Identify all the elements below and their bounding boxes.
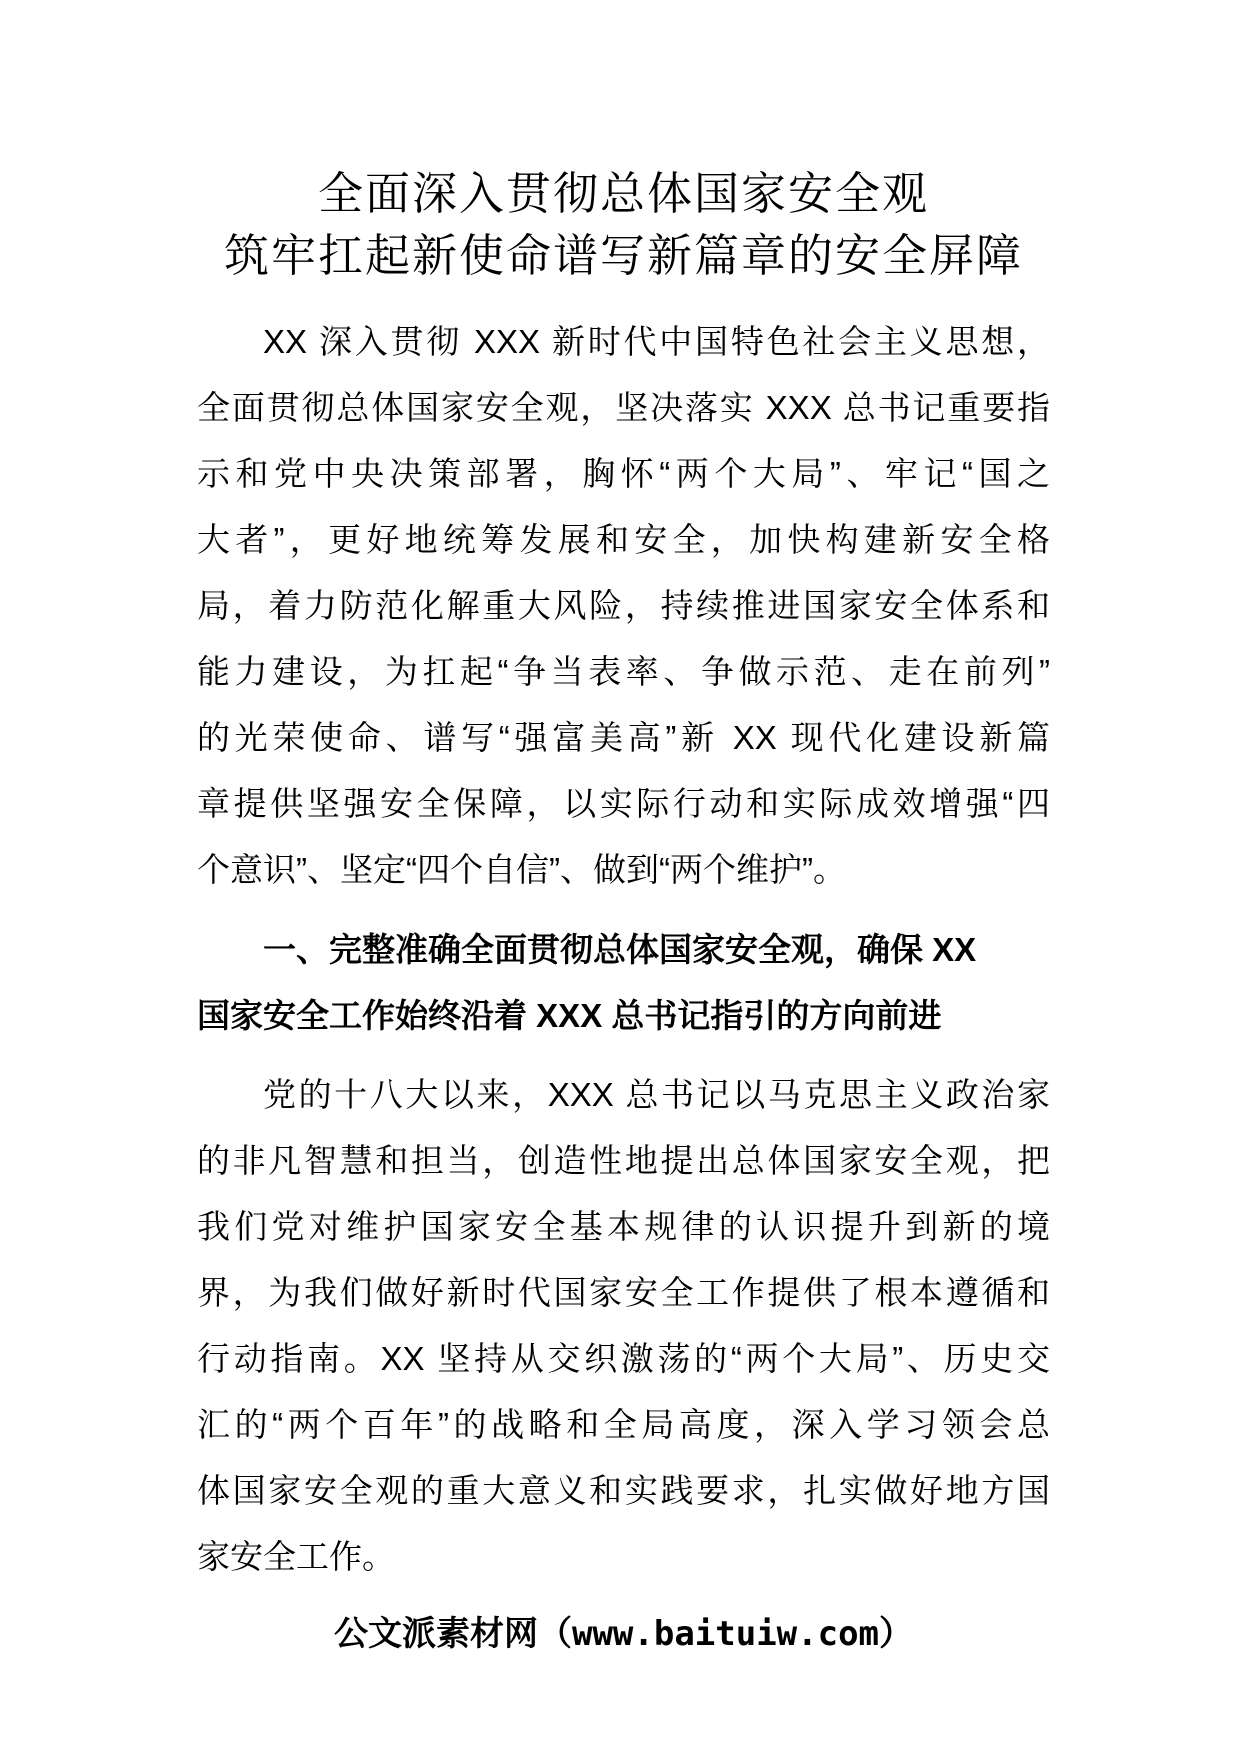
- document-title-line: 全面深入贯彻总体国家安全观: [317, 168, 929, 219]
- section-heading-1: [197, 917, 1050, 1049]
- document-title: [197, 0, 1050, 287]
- paragraph-line: 全面贯彻总体国家安全观，坚决落实 XXX 总书记重要指: [197, 389, 1050, 426]
- paragraph-line: 行动指南。XX 坚持从交织激荡的“两个大局”、历史交: [197, 1340, 1050, 1377]
- paragraph-line: 能力建设，为扛起“争当表率、争做示范、走在前列”: [197, 653, 1050, 690]
- paragraph-line: 界，为我们做好新时代国家安全工作提供了根本遵循和: [197, 1274, 1050, 1311]
- document-content: [197, 0, 1050, 1661]
- paragraph-line: 章提供坚强安全保障，以实际行动和实际成效增强“四: [197, 785, 1050, 822]
- footer-url: www.baituiw.com: [571, 1614, 880, 1654]
- paragraph-line: XX 深入贯彻 XXX 新时代中国特色社会主义思想，: [263, 323, 1050, 360]
- paragraph-line: 的非凡智慧和担当，创造性地提出总体国家安全观，把: [197, 1142, 1050, 1179]
- paragraph-line: 示和党中央决策部署，胸怀“两个大局”、牢记“国之: [197, 455, 1050, 492]
- paragraph-line: 汇的“两个百年”的战略和全局高度，深入学习领会总: [197, 1406, 1050, 1443]
- footer-site-name: 公文派素材网: [333, 1616, 538, 1653]
- paragraph-line: 党的十八大以来，XXX 总书记以马克思主义政治家: [263, 1076, 1050, 1113]
- paragraph-line: 个意识”、坚定“四个自信”、做到“两个维护”。: [197, 851, 846, 888]
- footer-open-paren: （: [537, 1616, 572, 1653]
- paragraph-line: 大者”，更好地统筹发展和安全，加快构建新安全格: [197, 521, 1050, 558]
- paragraph-line: 体国家安全观的重大意义和实践要求，扎实做好地方国: [197, 1472, 1050, 1509]
- section-heading-line: 一、完整准确全面贯彻总体国家安全观，确保 XX: [263, 931, 977, 968]
- footer-close-paren: ）: [879, 1616, 914, 1653]
- body-paragraph-1: [197, 309, 1050, 903]
- section-heading-line: 国家安全工作始终沿着 XXX 总书记指引的方向前进: [197, 997, 942, 1034]
- document-title-line: 筑牢扛起新使命谱写新篇章的安全屏障: [223, 230, 1023, 281]
- paragraph-line: 家安全工作。: [197, 1538, 395, 1575]
- paragraph-line: 我们党对维护国家安全基本规律的认识提升到新的境: [197, 1208, 1050, 1245]
- paragraph-line: 的光荣使命、谱写“强富美高”新 XX 现代化建设新篇: [197, 719, 1050, 756]
- paragraph-line: 局，着力防范化解重大风险，持续推进国家安全体系和: [197, 587, 1050, 624]
- body-paragraph-2: [197, 1062, 1050, 1590]
- footer-watermark: [197, 1608, 1050, 1661]
